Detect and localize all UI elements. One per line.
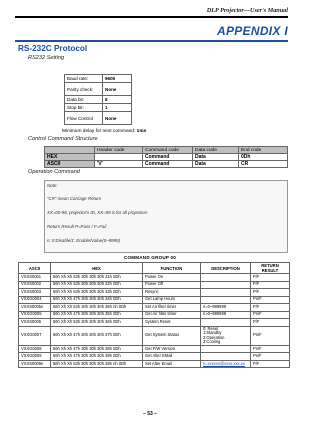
rs232-setting-label: RS232 Setting [28, 55, 65, 61]
structure-cell: Command [143, 161, 193, 168]
structure-cell: CR [239, 161, 288, 168]
command-cell: P/F [251, 281, 290, 289]
command-row [19, 274, 290, 282]
command-cell [201, 345, 251, 353]
command-header-cell: RETURN RESULT [251, 263, 290, 274]
command-cell: Power Off [143, 281, 201, 289]
structure-header-cell [45, 147, 95, 154]
command-cell: 56h Xh Xh 53h 30h 30h 30h 33h 0Dh [51, 289, 143, 297]
command-cell: Get F/W Version [143, 345, 201, 353]
structure-header-cell: Data code [193, 147, 239, 154]
structure-row [45, 154, 288, 161]
command-cell: VXXG0009 [19, 353, 51, 361]
command-cell [201, 289, 251, 297]
structure-cell: Command [143, 154, 193, 161]
setting-label: Parity check: [65, 83, 103, 96]
command-row [19, 296, 290, 304]
settings-row [65, 96, 132, 104]
command-cell: 56h Xh Xh 53h 30h 30h 30h 32h 0Dh [51, 281, 143, 289]
command-cell: P/F [251, 360, 290, 368]
structure-cell: HEX [45, 154, 95, 161]
structure-cell: 0Dh [239, 154, 288, 161]
setting-label: Baud rate: [65, 75, 103, 83]
command-cell: VXXG0004 [19, 296, 51, 304]
command-cell: 0: Reset 1:Standby 2:Operation 3:Cooling [201, 326, 251, 345]
structure-cell [95, 154, 143, 161]
command-cell: VXXG0007 [19, 326, 51, 345]
command-header-cell: HEX [51, 263, 143, 274]
command-cell: Pn/F [251, 296, 290, 304]
command-cell [201, 274, 251, 282]
command-cell: Get Lamp Hours [143, 296, 201, 304]
page-number: – 53 – [143, 411, 157, 417]
rs232-settings-table [64, 74, 132, 125]
command-cell: Pn/F [251, 345, 290, 353]
structure-header-row [45, 147, 288, 154]
settings-row [65, 83, 132, 96]
note-line: Return Result P=Pass / F=Fail [47, 224, 107, 229]
command-structure-table [44, 146, 288, 168]
command-row [19, 326, 290, 345]
structure-row [45, 161, 288, 168]
command-cell: Resync [143, 289, 201, 297]
command-cell: Get System Status [143, 326, 201, 345]
command-cell: 56h Xh Xh 47h 30h 30h 30h 34h 0Dh [51, 296, 143, 304]
setting-value: None [103, 112, 132, 125]
command-cell: 56h Xh Xh 47h 30h 30h 30h 39h 0Dh [51, 353, 143, 361]
note-title: Note: [47, 183, 58, 188]
structure-cell: 'V' [95, 161, 143, 168]
command-cell: P/F [251, 289, 290, 297]
command-cell: VXXS0003 [19, 289, 51, 297]
command-header-cell: FUNCTION [143, 263, 201, 274]
command-cell: VXXG0008 [19, 345, 51, 353]
command-row [19, 353, 290, 361]
note-box [44, 180, 288, 253]
operation-label: Operation Command [28, 169, 80, 175]
min-delay-value: 1ms [136, 129, 147, 134]
command-cell [201, 281, 251, 289]
command-cell: 56h Xh Xh 53h 30h 30h 30h 35h nh 0Dh [51, 304, 143, 312]
running-header-title: DLP Projector—User's Manual [206, 7, 288, 14]
structure-cell: Data [193, 154, 239, 161]
command-cell: VXXS0006 [19, 319, 51, 327]
structure-header-cell: Header code [95, 147, 143, 154]
command-cell [201, 353, 251, 361]
setting-label: Data bit: [65, 96, 103, 104]
structure-label: Control Command Structure [28, 136, 98, 142]
command-cell: 56h Xh Xh 53h 30h 30h 30h 36h 0Dh [51, 319, 143, 327]
setting-value: 9600 [103, 75, 132, 83]
command-cell: n=0~999999 [201, 304, 251, 312]
command-cell: VXXS0005n [19, 304, 51, 312]
command-cell: System Reset [143, 319, 201, 327]
setting-value: 1 [103, 104, 132, 112]
setting-label: Flow Control [65, 112, 103, 125]
command-cell: 56h Xh Xh 47h 30h 30h 30h 38h 0Dh [51, 345, 143, 353]
command-cell: P/F [251, 319, 290, 327]
command-cell: n=xxxxxx@xxxx.xxx.xx [201, 360, 251, 368]
command-header-cell: ASCII [19, 263, 51, 274]
command-row [19, 345, 290, 353]
settings-row [65, 104, 132, 112]
command-cell: Pn/F [251, 326, 290, 345]
command-cell [201, 319, 251, 327]
command-cell: VXXS0001 [19, 274, 51, 282]
command-cell: VXXS0009n [19, 360, 51, 368]
command-cell: 56h Xh Xh 53h 30h 30h 30h 39h nh 0Dh [51, 360, 143, 368]
appendix-title: APPENDIX I [216, 24, 288, 38]
command-cell: P/F [251, 274, 290, 282]
setting-label: Stop bit: [65, 104, 103, 112]
command-cell: P/F [251, 304, 290, 312]
command-row [19, 289, 290, 297]
command-cell: Set Alter Email [143, 360, 201, 368]
command-group-caption: COMMAND GROUP 00 [123, 255, 177, 260]
command-cell: 56h Xh Xh 47h 30h 30h 30h 35h 0Dh [51, 311, 143, 319]
command-cell: Pn/F [251, 353, 290, 361]
setting-value: None [103, 83, 132, 96]
section-title: RS-232C Protocol [18, 44, 88, 53]
command-cell [201, 296, 251, 304]
min-delay-text: Minimum delay for next command: [62, 129, 137, 134]
appendix-rule [15, 40, 288, 42]
command-row [19, 311, 290, 319]
command-row [19, 319, 290, 327]
command-cell: 56h Xh Xh 47h 30h 30h 30h 37h 0Dh [51, 326, 143, 345]
command-cell: 56h Xh Xh 53h 30h 30h 30h 31h 0Dh [51, 274, 143, 282]
command-cell: Get Air filter timer [143, 311, 201, 319]
structure-header-cell: End code [239, 147, 288, 154]
command-cell: Set Air filter timer [143, 304, 201, 312]
setting-value: 8 [103, 96, 132, 104]
settings-row [65, 112, 132, 125]
structure-cell: Data [193, 161, 239, 168]
command-cell: VXXS0002 [19, 281, 51, 289]
command-cell: VXXG0005 [19, 311, 51, 319]
command-cell: Power On [143, 274, 201, 282]
header-rule [15, 16, 288, 18]
min-delay-note [62, 129, 146, 134]
operation-command-table [18, 262, 290, 368]
command-header-cell: DESCRIPTION [201, 263, 251, 274]
command-header-row [19, 263, 290, 274]
command-row [19, 360, 290, 368]
note-line: XX=00-98, projector's ID, XX=99 is for all projectors [47, 210, 148, 215]
command-cell: n=0~999999 [201, 311, 251, 319]
settings-row [65, 75, 132, 83]
command-cell: Get Alter EMail [143, 353, 201, 361]
structure-cell: ASCII [45, 161, 95, 168]
command-cell: Pn/F [251, 311, 290, 319]
note-line: n: 0:Disable/1: Enable/Value(0~9999) [47, 238, 120, 243]
note-line: "CR" mean Carriage Return [47, 196, 102, 201]
command-row [19, 304, 290, 312]
command-row [19, 281, 290, 289]
structure-header-cell: Command code [143, 147, 193, 154]
